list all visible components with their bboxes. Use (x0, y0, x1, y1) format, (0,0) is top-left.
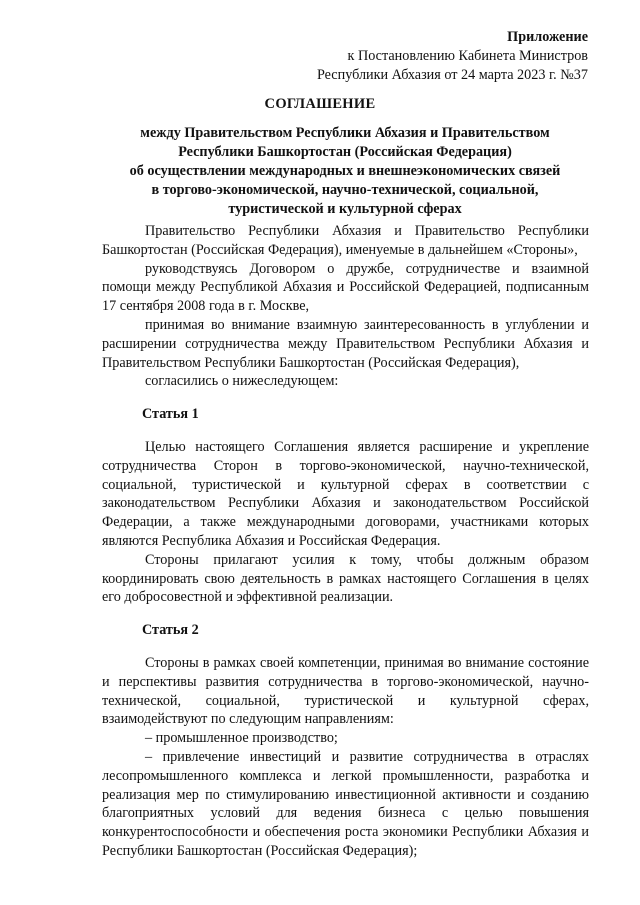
article-1-heading: Статья 1 (142, 406, 199, 423)
annex-block (317, 28, 588, 85)
preamble-paragraph-2: руководствуясь Договором о дружбе, сотрудничестве и взаимной помощи между Республикой Абхазия и Российской Федерацией, подписанным 17 сентября 2008 года в г. Москве, (102, 260, 589, 315)
article-2-list-item-2: – привлечение инвестиций и развитие сотрудничества в отраслях лесопромышленного комплекса и легкой промышленности, разработка и реализация мер по стимулированию инвестиционной активности и созданию благоприятных условий для ведения бизнеса с целью повышения конкурентоспособности и обеспечения роста экономики Республики Абхазия и Республики Башкортостан (Российская Федерация); (102, 748, 589, 859)
article-1-paragraph-2: Стороны прилагают усилия к тому, чтобы должным образом координировать свою деятельность в рамках настоящего Соглашения в целях его добросовестной и эффективной реализации. (102, 551, 589, 606)
subtitle-line-2: Республики Башкортостан (Российская Федерация) (178, 144, 512, 160)
article-2-heading: Статья 2 (142, 622, 199, 639)
subtitle-line-3: об осуществлении международных и внешнеэкономических связей (129, 163, 561, 179)
preamble-paragraph-4: согласились о нижеследующем: (145, 373, 339, 390)
preamble-paragraph-3: принимая во внимание взаимную заинтересованность в углублении и расширении сотрудничества между Правительством Республики Абхазия и Правительством Республики Башкортостан (Российская Федерация), (102, 316, 589, 371)
article-1-paragraph-1: Целью настоящего Соглашения является расширение и укрепление сотрудничества Сторон в торгово-экономической, научно-технической, социальной, туристической и культурной сферах в соответствии с законодательством Республики Абхазия и законодательством Российской Федерации, а также международными договорами, участниками которых являются Республика Абхазия и Российская Федерация. (102, 438, 589, 549)
document-subtitle (60, 124, 630, 219)
document-title: СОГЛАШЕНИЕ (264, 96, 376, 112)
annex-line-2: Республики Абхазия от 24 марта 2023 г. №37 (316, 67, 588, 83)
article-2-paragraph-1: Стороны в рамках своей компетенции, принимая во внимание состояние и перспективы развития сотрудничества в торгово-экономической, научно-технической, социальной, туристической и культурной сферах, взаимодействуют по следующим направлениям: (102, 654, 589, 728)
preamble-paragraph-1: Правительство Республики Абхазия и Правительство Республики Башкортостан (Российская Федерация), именуемые в дальнейшем «Стороны», (102, 223, 589, 258)
subtitle-line-5: туристической и культурной сферах (228, 201, 462, 217)
subtitle-line-4: в торгово-экономической, научно-технической, социальной, (151, 182, 539, 198)
annex-label: Приложение (507, 29, 588, 45)
document-body (102, 222, 589, 861)
subtitle-line-1: между Правительством Республики Абхазия и Правительством (140, 125, 550, 141)
article-2-list-item-1: – промышленное производство; (145, 730, 338, 747)
annex-line-1: к Постановлению Кабинета Министров (347, 48, 588, 64)
